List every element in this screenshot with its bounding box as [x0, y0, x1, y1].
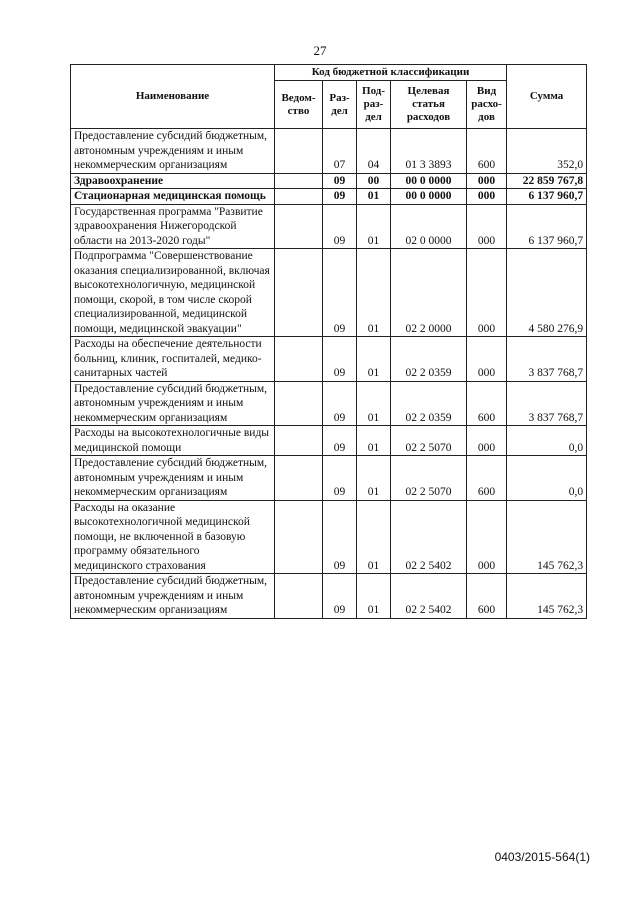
header-classification-group: Код бюджетной классификации: [275, 65, 507, 81]
cell-vid-raskhodov: 000: [467, 249, 507, 337]
table-row: [71, 337, 587, 382]
cell-tselevaya-statya: 02 2 0000: [391, 249, 467, 337]
table-row: [71, 381, 587, 426]
cell-name: Государственная программа "Развитие здравоохранения Нижегородской области на 2013-2020 годы": [71, 204, 275, 249]
cell-summa: 22 859 767,8: [507, 173, 587, 189]
cell-razdel: 09: [323, 189, 357, 205]
cell-vid-raskhodov: 600: [467, 129, 507, 174]
cell-vid-raskhodov: 600: [467, 381, 507, 426]
table-row: [71, 500, 587, 574]
cell-vedomstvo: [275, 426, 323, 456]
header-vedomstvo: Ведом-ство: [275, 81, 323, 129]
cell-name: Расходы на обеспечение деятельности больниц, клиник, госпиталей, медико-санитарных частей: [71, 337, 275, 382]
cell-vedomstvo: [275, 129, 323, 174]
cell-vedomstvo: [275, 204, 323, 249]
cell-razdel: 09: [323, 500, 357, 574]
page-number: 27: [313, 43, 327, 58]
cell-podrazdel: 01: [357, 426, 391, 456]
header-vid-raskhodov: Вид расхо-дов: [467, 81, 507, 129]
cell-tselevaya-statya: 02 2 5402: [391, 574, 467, 619]
cell-razdel: 09: [323, 337, 357, 382]
cell-vedomstvo: [275, 456, 323, 501]
cell-podrazdel: 01: [357, 574, 391, 619]
cell-vid-raskhodov: 000: [467, 500, 507, 574]
cell-razdel: 09: [323, 249, 357, 337]
cell-summa: 6 137 960,7: [507, 204, 587, 249]
cell-vid-raskhodov: 000: [467, 173, 507, 189]
cell-name: Предоставление субсидий бюджетным, автономным учреждениям и иным некоммерческим организациям: [71, 456, 275, 501]
cell-podrazdel: 01: [357, 456, 391, 501]
cell-vedomstvo: [275, 337, 323, 382]
header-name: Наименование: [71, 65, 275, 129]
cell-podrazdel: 01: [357, 500, 391, 574]
document-code: 0403/2015-564(1): [494, 850, 590, 864]
cell-podrazdel: 01: [357, 189, 391, 205]
cell-summa: 352,0: [507, 129, 587, 174]
cell-name: Стационарная медицинская помощь: [71, 189, 275, 205]
cell-podrazdel: 01: [357, 381, 391, 426]
table-row: [71, 189, 587, 205]
cell-tselevaya-statya: 00 0 0000: [391, 173, 467, 189]
cell-name: Предоставление субсидий бюджетным, автономным учреждениям и иным некоммерческим организациям: [71, 381, 275, 426]
cell-podrazdel: 01: [357, 249, 391, 337]
cell-summa: 0,0: [507, 426, 587, 456]
cell-vid-raskhodov: 600: [467, 574, 507, 619]
cell-razdel: 09: [323, 426, 357, 456]
table-row: [71, 456, 587, 501]
cell-summa: 0,0: [507, 456, 587, 501]
cell-podrazdel: 04: [357, 129, 391, 174]
cell-vid-raskhodov: 000: [467, 189, 507, 205]
budget-table: [70, 64, 587, 619]
cell-vid-raskhodov: 000: [467, 337, 507, 382]
header-summa: Сумма: [507, 65, 587, 129]
cell-tselevaya-statya: 00 0 0000: [391, 189, 467, 205]
header-razdel: Раз-дел: [323, 81, 357, 129]
cell-summa: 3 837 768,7: [507, 381, 587, 426]
cell-name: Расходы на высокотехнологичные виды медицинской помощи: [71, 426, 275, 456]
cell-tselevaya-statya: 02 2 5402: [391, 500, 467, 574]
cell-podrazdel: 01: [357, 337, 391, 382]
table-row: [71, 426, 587, 456]
table-row: [71, 173, 587, 189]
cell-razdel: 09: [323, 381, 357, 426]
cell-vedomstvo: [275, 574, 323, 619]
cell-razdel: 09: [323, 456, 357, 501]
table-row: [71, 574, 587, 619]
cell-tselevaya-statya: 02 2 5070: [391, 456, 467, 501]
cell-razdel: 09: [323, 173, 357, 189]
cell-tselevaya-statya: 02 2 0359: [391, 337, 467, 382]
cell-vid-raskhodov: 000: [467, 204, 507, 249]
cell-name: Предоставление субсидий бюджетным, автономным учреждениям и иным некоммерческим организациям: [71, 129, 275, 174]
cell-summa: 145 762,3: [507, 574, 587, 619]
header-tselevaya-statya: Целевая статья расходов: [391, 81, 467, 129]
cell-vedomstvo: [275, 381, 323, 426]
table-row: [71, 249, 587, 337]
header-podrazdel: Под-раз-дел: [357, 81, 391, 129]
table-body: [71, 129, 587, 619]
cell-vedomstvo: [275, 189, 323, 205]
cell-name: Расходы на оказание высокотехнологичной медицинской помощи, не включенной в базовую программу обязательного медицинского страхования: [71, 500, 275, 574]
cell-vedomstvo: [275, 173, 323, 189]
cell-tselevaya-statya: 02 0 0000: [391, 204, 467, 249]
cell-vid-raskhodov: 000: [467, 426, 507, 456]
table-row: [71, 204, 587, 249]
cell-razdel: 09: [323, 574, 357, 619]
cell-podrazdel: 00: [357, 173, 391, 189]
cell-vedomstvo: [275, 500, 323, 574]
cell-podrazdel: 01: [357, 204, 391, 249]
table-row: [71, 129, 587, 174]
cell-tselevaya-statya: 02 2 0359: [391, 381, 467, 426]
cell-summa: 4 580 276,9: [507, 249, 587, 337]
cell-razdel: 07: [323, 129, 357, 174]
cell-summa: 145 762,3: [507, 500, 587, 574]
cell-summa: 6 137 960,7: [507, 189, 587, 205]
cell-name: Подпрограмма "Совершенствование оказания специализированной, включая высокотехнологичную, медицинской помощи, скорой, в том числе скорой специализированной, медицинской помощи, медицинской эвакуации": [71, 249, 275, 337]
cell-tselevaya-statya: 02 2 5070: [391, 426, 467, 456]
cell-summa: 3 837 768,7: [507, 337, 587, 382]
cell-tselevaya-statya: 01 3 3893: [391, 129, 467, 174]
cell-name: Предоставление субсидий бюджетным, автономным учреждениям и иным некоммерческим организациям: [71, 574, 275, 619]
cell-name: Здравоохранение: [71, 173, 275, 189]
cell-vedomstvo: [275, 249, 323, 337]
cell-razdel: 09: [323, 204, 357, 249]
cell-vid-raskhodov: 600: [467, 456, 507, 501]
